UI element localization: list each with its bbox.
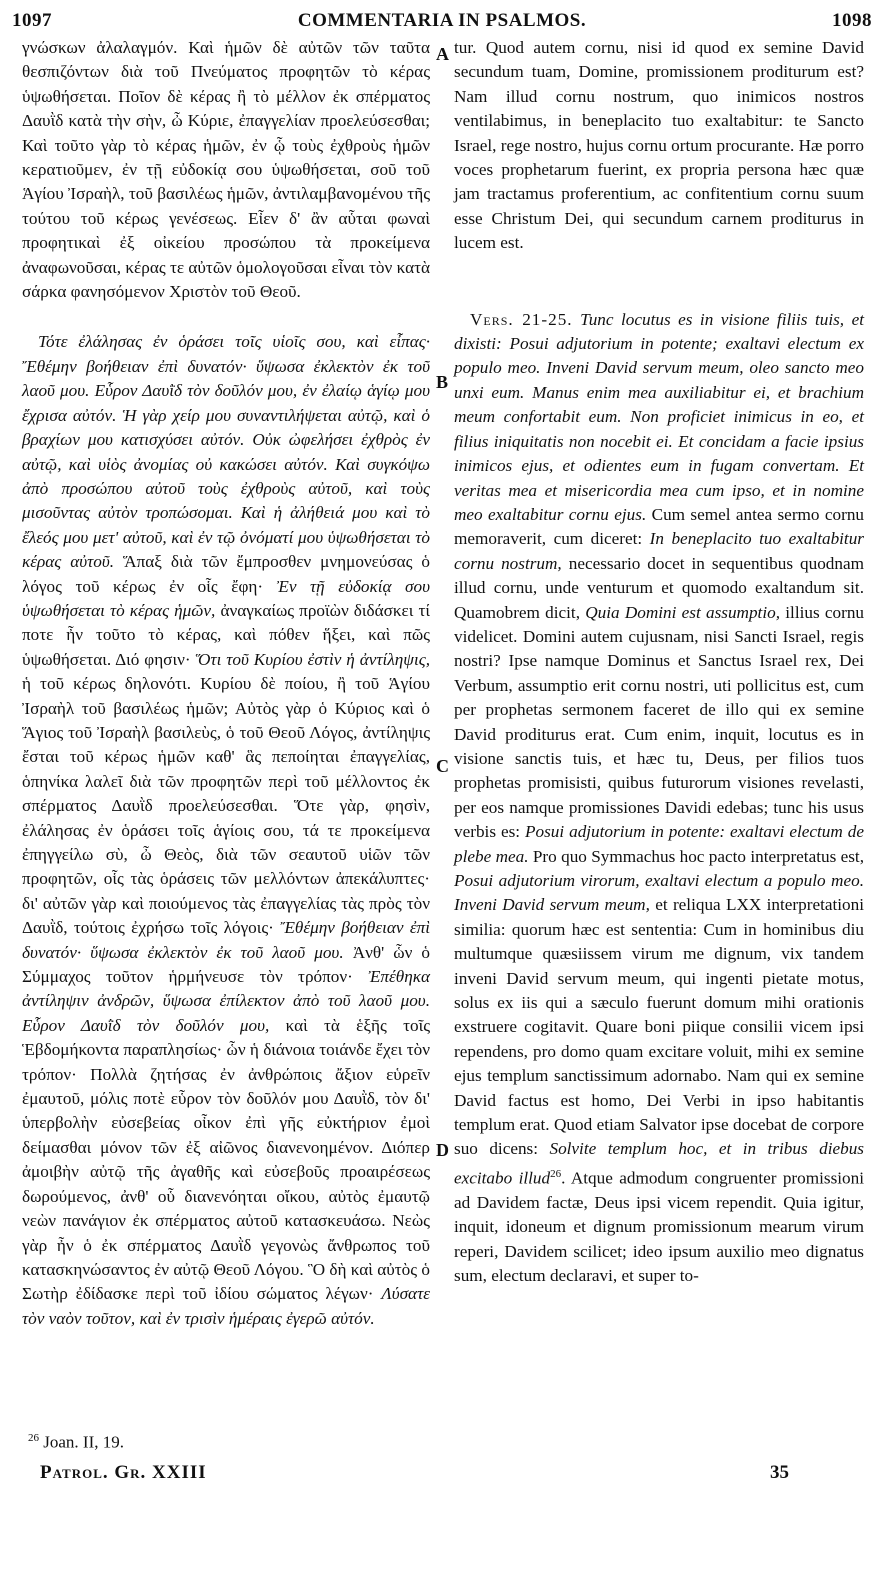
greek-text: καὶ τὰ ἑξῆς τοῖς Ἑβδομήκοντα παραπλησίως· ὧν ἡ διάνοια τοιάνδε ἔχει τὸν τρόπον· Πολλὰ ζητήσας ἐν ἀνθρώποις ἄξιον εὑρεῖν ἐμαυτοῦ, μόλις ποτὲ εὗρον τὸν δοῦλόν μου Δαυῒδ, τὸν δι' ὑπερβολὴν εὐσεβείας οἶκον ἐπὶ γῆς εὐκτήριον ἐμοὶ δείμασθαι μόνον τῶν ἐξ αἰῶνος διανενοημένον. Διόπερ ἀμοιβὴν αὐτῷ τῆς ἀγαθῆς καὶ εὐσεβοῦς προαιρέσεως δωρούμενος, ἀνθ' οὗ διανενόηται οἴκου, αὐτὸς ἐμαυτῷ νεὼν πανάγιον ἐκ σπέρματος αὐτοῦ κατασκευάσω. Νεὼς γὰρ ἦν ὁ ἐκ σπέρματος Δαυῒδ γεγονὼς ἄνθρωπος τοῦ κατασκηνώσαντος ἐν αὐτῷ Θεοῦ Λόγου. Ὃ δὴ καὶ αὐτὸς ὁ Σωτὴρ ἐδίδασκε περὶ τοῦ ἰδίου σώματος λέγων·: [22, 1015, 431, 1304]
greek-quote: Λύσατε τὸν ναὸν τοῦτον, καὶ ἐν τρισὶν ἡμέραις ἐγερῶ αὐτόν.: [22, 1284, 431, 1328]
latin-quote: Posui adjutorium virorum, exaltavi electum a populo meo. Inveni David servum meum,: [454, 871, 864, 915]
greek-paragraph-1: [22, 36, 430, 304]
latin-text: . Atque admodum congruenter promissioni ad Davidem factæ, Deus ipsi vicem rependit. Quia igitur, inquit, idoneum et dignum promissionum mearum virum reperi, Davidem scilicet; ideo ipsum auxilio meo dignatus sum, electum declaravi, et super to-: [454, 1168, 865, 1286]
latin-quote: Posui adjutorium in potente: exaltavi electum de plebe mea.: [454, 822, 864, 866]
greek-quote: Ἐπέθηκα ἀντίληψιν ἀνδρῶν, ὕψωσα ἐπίλεκτον ἀπὸ τοῦ λαοῦ μου. Εὗρον Δαυῒδ τὸν δοῦλόν μου,: [22, 967, 431, 1035]
signature-number: 35: [770, 1462, 789, 1483]
greek-text: Ἀνθ' ὧν ὁ Σύμμαχος τοῦτον ἡρμήνευσε τὸν τρόπον·: [22, 942, 430, 987]
latin-text: necessario docet in sequentibus quodnam illud cornu, unde venturum et quomodo exaltandum sit. Quamobrem dicit,: [454, 553, 864, 622]
margin-marker-b: B: [436, 372, 449, 392]
latin-column: [454, 36, 864, 1289]
footnote-text: Joan. II, 19.: [43, 1432, 124, 1452]
latin-text: Pro quo Symmachus hoc pacto interpretatus est,: [532, 846, 865, 866]
margin-marker-c: C: [436, 756, 449, 776]
greek-text: ἀναγκαίως προϊὼν διδάσκει τί ποτε ἦν τοῦτο τὸ κέρας, καὶ πόθεν ἥξει, καὶ πῶς ὑψωθήσεται. Διό φησιν·: [22, 600, 431, 669]
greek-verse-quote: Τότε ἐλάλησας ἐν ὁράσει τοῖς υἱοῖς σου, καὶ εἶπας· Ἔθέμην βοήθειαν ἐπὶ δυνατόν· ὕψωσα ἐκλεκτὸν ἐκ τοῦ λαοῦ μου. Εὗρον Δαυῒδ τὸν δοῦλόν μου, ἐν ἐλαίῳ ἁγίῳ μου ἔχρισα αὐτόν. Ἡ γὰρ χείρ μου συναντιλήψεται αὐτῷ, καὶ ὁ βραχίων μου κατισχύσει αὐτόν. Οὐκ ὠφελήσει ἐχθρὸς ἐν αὐτῷ, καὶ υἱὸς ἀνομίας οὐ κακώσει αὐτόν. Καὶ συγκόψω ἀπὸ προσώπου αὐτοῦ τοὺς ἐχθροὺς αὐτοῦ, καὶ τοὺς μισοῦντας αὐτὸν τροπώσομαι. Καὶ ἡ ἀλήθειά μου καὶ τὸ ἔλεός μου μετ' αὐτοῦ, καὶ ἐν τῷ ὀνόματί μου ὑψωθήσεται τὸ κέρας αὐτοῦ.: [22, 332, 430, 572]
margin-marker-d: D: [436, 1140, 449, 1160]
greek-quote: Ὅτι τοῦ Κυρίου ἐστὶν ἡ ἀντίληψις,: [195, 649, 431, 669]
footnote-number: 26: [28, 1432, 39, 1444]
latin-verse-quote: Tunc locutus es in visione filiis tuis, et dixisti: Posui adjutorium in potente; exaltavi electum ex populo meo. Inveni David servum meum, oleo sancto meo unxi eum. Manus enim mea auxiliabitur ei, et brachium meum confortabit eum. Non proficiet inimicus in eo, et filius iniquitatis non nocebit ei. Et concidam a facie ipsius inimicos ejus, et odientes eum in fugam convertam. Et veritas mea et misericordia mea cum ipso, et in nomine meo exaltabitur cornu ejus.: [454, 309, 864, 524]
paragraph-gap: [22, 304, 430, 330]
running-header: [12, 4, 872, 34]
greek-quote: Ἐν τῇ εὐδοκίᾳ σου ὑψωθήσεται τὸ κέρας ἡμῶν,: [22, 576, 431, 620]
margin-marker-a: A: [436, 44, 449, 64]
latin-quote: Quia Domini est assumptio,: [585, 602, 781, 622]
page-number-right: 1098: [832, 10, 872, 31]
latin-quote: In beneplacito tuo exaltabitur cornu nostrum,: [454, 529, 864, 573]
latin-text: illius cornu videlicet. Domini autem cujusnam, nisi Sancti Israel, regis nostri? Ipse namque Dominus et Sanctus Israel rex, Dei Verbum, assumptio erit cornu nostri, uti pollicitus est, cum per prophetas sermonem faceret de illo qui ex semine David proditurus erat. Cum enim, inquit, locutus es in visione sanctis tuis, et hæc tu, Deus, per filios tuos prophetas promisisti, quibus futurorum visiones revelasti, per eos namque promissiones Davidi edebas; tunc his usus verbis es:: [454, 602, 865, 842]
latin-paragraph-2: [454, 308, 864, 1289]
latin-quote: Solvite templum hoc, et in tribus diebus excitabo illud: [454, 1139, 865, 1188]
greek-paragraph-2: [22, 330, 430, 1331]
greek-text: Ἅπαξ διὰ τῶν ἔμπροσθεν μνημονεύσας ὁ λόγος τοῦ κέρως ἐν οἷς ἔφη·: [22, 552, 431, 596]
paragraph-gap: [454, 256, 864, 308]
footnote-reference[interactable]: 26: [550, 1167, 562, 1180]
greek-text: γνώσκων ἀλαλαγμόν. Καὶ ἡμῶν δὲ αὐτῶν τῶν ταῦτα θεσπιζόντων διὰ τοῦ Πνεύματος προφητῶν τὸ κέρας ὑψωθήσεται. Ποῖον δὲ κέρας ἢ τὸ μέλλον ἐκ σπέρματος Δαυῒδ κατὰ τὴν σὴν, ὦ Κύριε, ἐπαγγελίαν προελεύσεσθαι; Καὶ τοῦτο γὰρ τὸ κέρας ἡμῶν, ἐν ᾧ τοὺς ἐχθροὺς ἡμῶν κερατιοῦμεν, ἐν τῇ εὐδοκίᾳ σου ὑψωθήσεται, σοῦ τοῦ Ἁγίου Ἰσραὴλ, τοῦ βασιλέως ἡμῶν, ἀντιλαμβανομένου τῆς τούτου τοῦ κέρως γενέσεως. Εἶεν δ' ἂν αὗται φωναὶ προφητικαὶ ἐξ οἰκείου προσώπου τὰ προκείμενα ἀναφωνοῦσαι, κέρας τε αὐτῶν ὁμολογοῦσαι εἶναι τὸν κατὰ σάρκα φανησόμενον Χριστὸν τοῦ Θεοῦ.: [22, 38, 430, 302]
verse-label: Vers. 21-25.: [470, 309, 573, 329]
greek-quote: Ἔθέμην βοήθειαν ἐπὶ δυνατόν· ὕψωσα ἐκλεκτὸν ἐκ τοῦ λαοῦ μου.: [22, 918, 430, 962]
latin-paragraph-1: [454, 36, 864, 256]
footnote: [28, 1432, 124, 1453]
greek-text: ἡ τοῦ κέρως δηλονότι. Κυρίου δὲ ποίου, ἢ τοῦ Ἁγίου Ἰσραὴλ τοῦ βασιλέως ἡμῶν; Αὐτὸς γὰρ ὁ Κύριος καὶ ὁ Ἅγιος τοῦ Ἰσραὴλ βασιλεὺς, ὁ τοῦ Θεοῦ Λόγος, ἀντίληψις ἔσται τοῦ κέρως ἡμῶν καθ' ἃς πεποίηται ἐπαγγελίας, ὁπηνίκα λαλεῖ διὰ τῶν προφητῶν περὶ τοῦ μέλλοντος ἐκ σπέρματος Δαυῒδ προελεύσεσθαι. Ὅτε γὰρ, φησὶν, ἐλάλησας ἐν ὁράσει τοῖς ἁγίοις σου, τά τε προκείμενα ἐπηγγείλω σὺ, ὦ Θεὸς, διὰ τῶν σεαυτοῦ υἱῶν τῶν προφητῶν, οἷς τὰς ὁράσεις τῶν μελλόντων ἀπεκάλυπτες· δι' αὐτῶν γὰρ καὶ ποιούμενος τὰς ἐπαγγελίας τὰς πρὸς τὸν Δαυῒδ, τούτοις ἐχρήσω τοῖς λόγοις·: [22, 674, 430, 938]
page-number-left: 1097: [12, 10, 52, 31]
greek-column: [22, 36, 430, 1331]
series-signature: Patrol. Gr. XXIII: [40, 1462, 207, 1483]
latin-text: et reliqua LXX interpretationi similia: quorum hæc est sententia: Cum in hominibus diu multumque quæsiissem virum me dignum, vix tandem inveni David servum meum, qui ingenti pietate motus, solus ex iis qui a sæculo fuerunt domum mihi orationis exstruere cogitavit. Quare boni piique consilii vicem ipsi rependens, pro domo quam excitare voluit, mihi ex semine ejus templum sanctissimum adornabo. Nam qui ex semine David factus est homo, Dei Verbi in ipso habitantis templum erat. Quod etiam Salvator ipse docebat de corpore suo dicens:: [454, 895, 865, 1159]
latin-text: Cum semel antea sermo cornu memoraverit, cum diceret:: [454, 504, 865, 549]
latin-text: tur. Quod autem cornu, nisi id quod ex semine David secundum tuam, Domine, promissionem proditurum est? Nam illud cornu nostrum, quo inimicos nostros ventilabimus, in beneplacito tuo exaltabitur: te Sancto Israel, rege nostro, hujus cornu ortum procurante. Hæ porro voces prophetarum fuerint, ex propria persona hæc quæ jam tractamus proferentium, ac confitentium cornu suum esse Christum Dei, qui secundum carnem proditurus in lucem est.: [454, 38, 864, 253]
running-title: COMMENTARIA IN PSALMOS.: [297, 10, 587, 31]
